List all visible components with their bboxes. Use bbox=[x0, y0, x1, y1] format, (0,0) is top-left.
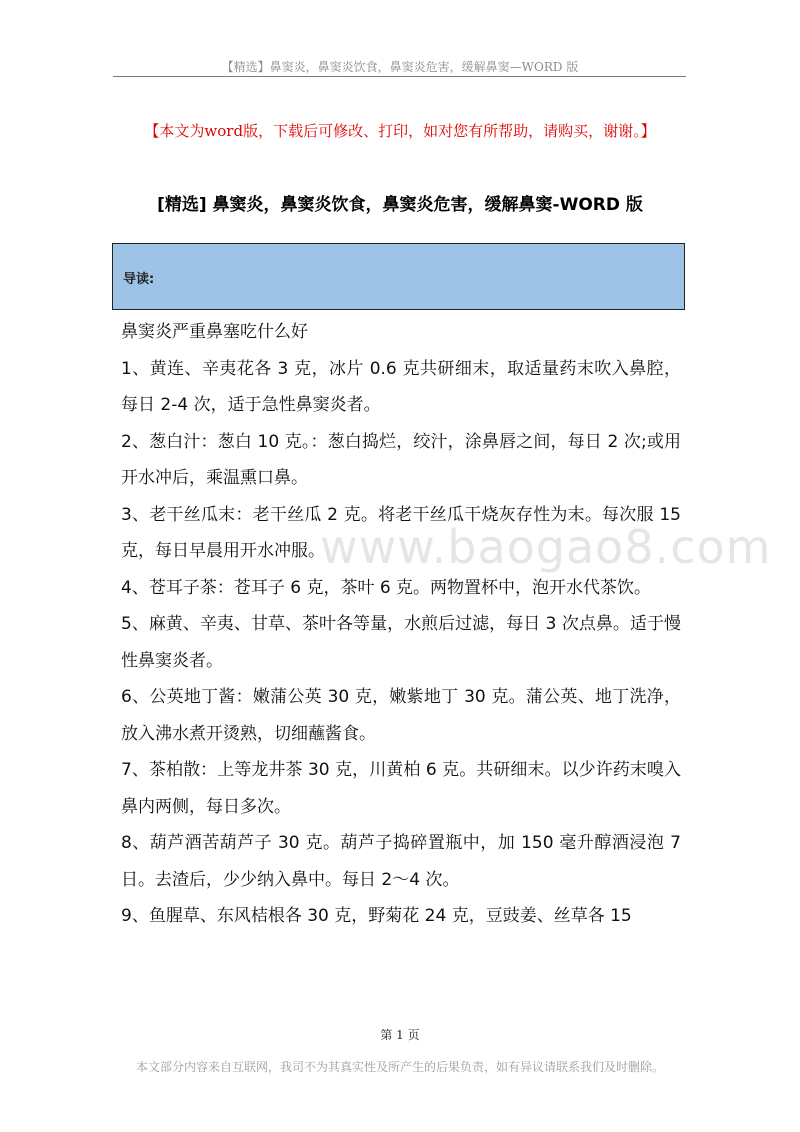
paragraph: 7、茶柏散：上等龙井茶 30 克，川黄柏 6 克。共研细末。以少许药末嗅入鼻内两侧，每日多次。 bbox=[121, 760, 681, 817]
guide-box bbox=[112, 243, 685, 310]
running-header: 【精选】鼻窦炎，鼻窦炎饮食，鼻窦炎危害，缓解鼻窦—WORD 版 bbox=[221, 60, 579, 74]
paragraph-heading: 鼻窦炎严重鼻塞吃什么好 bbox=[121, 322, 308, 342]
word-version-notice: 【本文为word版，下载后可修改、打印，如对您有所帮助，请购买，谢谢。】 bbox=[144, 122, 656, 140]
paragraph: 9、鱼腥草、东风桔根各 30 克，野菊花 24 克，豆豉姜、丝草各 15 bbox=[121, 906, 632, 926]
paragraph: 8、葫芦酒苦葫芦子 30 克。葫芦子捣碎置瓶中，加 150 毫升醇酒浸泡 7 日。去渣后，少少纳入鼻中。每日 2～4 次。 bbox=[121, 833, 681, 890]
paragraph: 2、葱白汁：葱白 10 克。：葱白捣烂，绞汁，涂鼻唇之间，每日 2 次;或用开水冲后，乘温熏口鼻。 bbox=[121, 431, 681, 488]
paragraph: 1、黄连、辛夷花各 3 克，冰片 0.6 克共研细末，取适量药末吹入鼻腔，每日 2-4 次，适于急性鼻窦炎者。 bbox=[121, 358, 681, 415]
paragraph: 5、麻黄、辛夷、甘草、茶叶各等量，水煎后过滤，每日 3 次点鼻。适于慢性鼻窦炎者。 bbox=[121, 614, 681, 671]
paragraph: 3、老干丝瓜末：老干丝瓜 2 克。将老干丝瓜干烧灰存性为末。每次服 15 克，每日早晨用开水冲服。 bbox=[121, 504, 681, 561]
header-divider bbox=[113, 76, 686, 77]
page-number: 第 1 页 bbox=[380, 1028, 420, 1042]
paragraph: 6、公英地丁酱：嫩蒲公英 30 克，嫩紫地丁 30 克。蒲公英、地丁洗净，放入沸水煮开烫熟，切细蘸酱食。 bbox=[121, 687, 681, 744]
footer-disclaimer: 本文部分内容来自互联网，我司不为其真实性及所产生的后果负责，如有异议请联系我们及时删除。 bbox=[135, 1060, 664, 1074]
paragraph: 4、苍耳子茶：苍耳子 6 克，茶叶 6 克。两物置杯中，泡开水代茶饮。 bbox=[121, 577, 652, 598]
document-title: [精选] 鼻窦炎，鼻窦炎饮食，鼻窦炎危害，缓解鼻窦-WORD 版 bbox=[157, 195, 643, 215]
watermark: www.baogao8.com bbox=[320, 520, 772, 574]
body-text bbox=[121, 314, 681, 935]
guide-label: 导读: bbox=[123, 272, 155, 287]
